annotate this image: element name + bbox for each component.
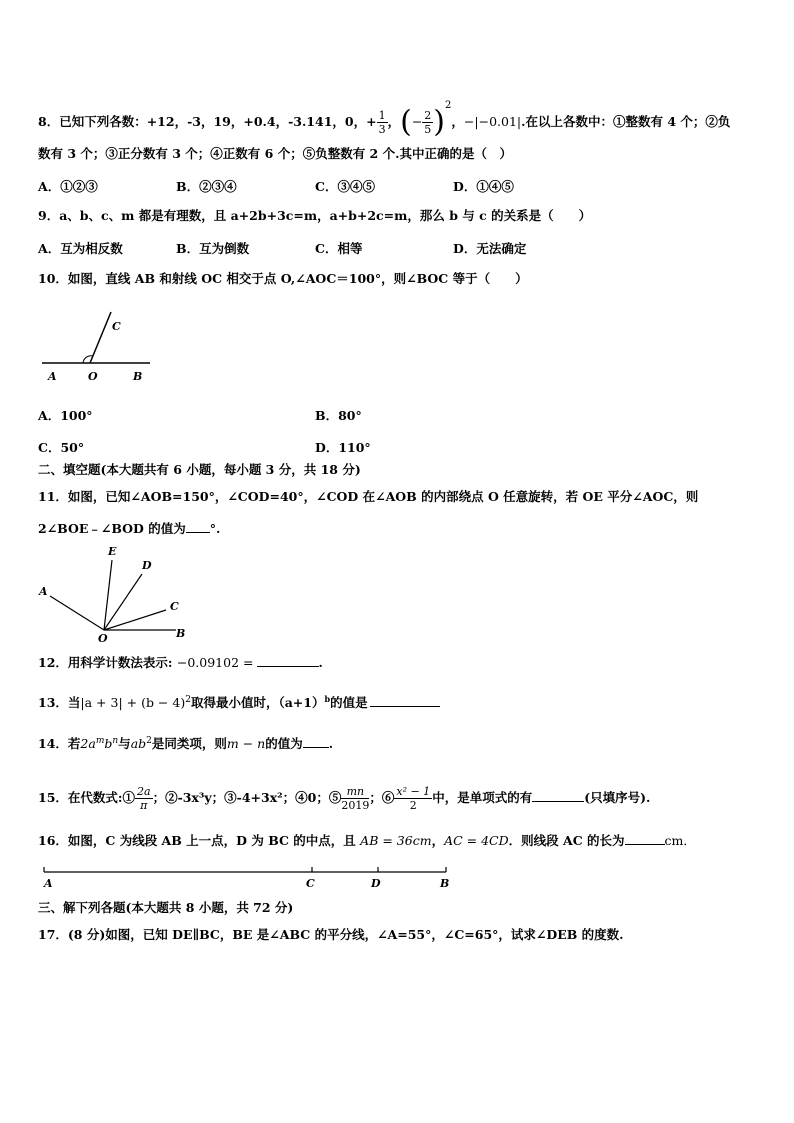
q10-option-c: C．50° (38, 440, 85, 455)
label-b: B (133, 370, 143, 383)
q8-abs-expression: −|−0.01| (463, 114, 522, 129)
q16-figure (40, 862, 460, 892)
q8-fraction-one-third: $\frac{1}{3}$ (378, 109, 386, 136)
q16-answer-blank (625, 844, 665, 845)
section3-heading: 三、解下列各题(本大题共 8 小题，共 72 分) (38, 900, 294, 915)
label-c: C (112, 320, 121, 333)
q10-option-d: D．110° (315, 440, 371, 455)
q8-line2: 数有 3 个；③正分数有 3 个；④正数有 6 个；⑤负整数有 2 个.其中正确的是（ ） (38, 146, 512, 161)
label-e: E (108, 545, 117, 558)
q8-line1: 8．已知下列各数：+12，-3，19，+0.4，-3.141，0，+ $\frac{1}{3}$ ，(− $\frac{2}{5}$ )$^2$，−|−0.01|.在以上各数中：①整数有 4 个；②负 (38, 100, 731, 140)
ray-oc (90, 312, 111, 363)
ray-oa (50, 596, 104, 630)
q9-option-d: D．无法确定 (453, 241, 527, 256)
label-d: D (142, 559, 152, 572)
q11-line2: 2∠BOE﹣∠BOD 的值为 °. (38, 521, 221, 536)
q8-option-d: D．①④⑤ (453, 179, 514, 194)
ray-oc (104, 610, 166, 630)
q8-option-b: B．②③④ (176, 179, 237, 194)
label-a: A (39, 585, 48, 598)
q16: 16．如图，C 为线段 AB 上一点，D 为 BC 的中点，且 AB = 36cm，AC = 4CD．则线段 AC 的长为 cm． (38, 833, 696, 848)
q14: 14．若$2a^mb^n$与$ab^2$是同类项，则m − n的值为 . (38, 736, 334, 752)
q12-answer-blank (257, 666, 319, 667)
label-o: O (88, 370, 98, 383)
q15-fraction-1: $\frac{2a}{\pi}$ (137, 785, 151, 812)
q10-figure (38, 300, 158, 390)
q11-line1: 11．如图，已知∠AOB=150°，∠COD=40°，∠COD 在∠AOB 的内部绕点 O 任意旋转，若 OE 平分∠AOC，则 (38, 489, 699, 504)
label-o: O (98, 632, 108, 645)
section2-heading: 二、填空题(本大题共有 6 小题，每小题 3 分，共 18 分) (38, 462, 361, 477)
label-c: C (170, 600, 179, 613)
label-b: B (440, 877, 450, 890)
q15-answer-blank (532, 801, 584, 802)
q8-option-c: C．③④⑤ (315, 179, 375, 194)
q11-figure (36, 540, 196, 645)
label-a: A (44, 877, 53, 890)
q14-answer-blank (303, 747, 329, 748)
label-a: A (48, 370, 57, 383)
q15: 15．在代数式:① $\frac{2a}{\pi}$ ；②-3x³y；③-4+3x²；④0；⑤ $\frac{mn}{2019}$ ；⑥ $\frac{\text{x² − 1}}{2}$ 中，是单项式的有 (只填序号). (38, 785, 651, 812)
q10-option-b: B．80° (315, 408, 362, 423)
q10-option-a: A．100° (38, 408, 93, 423)
q15-fraction-6: $\frac{\text{x² − 1}}{2}$ (396, 785, 431, 812)
q12: 12．用科学计数法表示: −0.09102 = . (38, 655, 323, 670)
q9-stem: 9．a、b、c、m 都是有理数，且 a+2b+3c=m，a+b+2c=m，那么 b 与 c 的关系是（ ） (38, 208, 592, 223)
label-d: D (371, 877, 381, 890)
q9-option-c: C．相等 (315, 241, 363, 256)
q8-fraction-two-fifths: $\frac{2}{5}$ (424, 109, 432, 136)
q8-option-a: A．①②③ (38, 179, 98, 194)
q13: 13．当$|a + 3| + (b - 4)^2$取得最小值时，$(a+1)^b$的值是 (38, 691, 440, 711)
q9-option-b: B．互为倒数 (176, 241, 250, 256)
label-b: B (176, 627, 186, 640)
q15-fraction-5: $\frac{mn}{2019}$ (341, 785, 370, 812)
q11-answer-blank (186, 532, 210, 533)
q17-stem: 17．(8 分)如图，已知 DE∥BC，BE 是∠ABC 的平分线，∠A=55°，∠C=65°，试求∠DEB 的度数. (38, 927, 624, 942)
q8-line1-pre: 8．已知下列各数：+12，-3，19，+0.4，-3.141，0，+ (38, 114, 377, 129)
label-c: C (306, 877, 315, 890)
q13-answer-blank (370, 706, 440, 707)
q9-option-a: A．互为相反数 (38, 241, 123, 256)
q10-stem: 10．如图，直线 AB 和射线 OC 相交于点 O,∠AOC＝100°，则∠BOC 等于（ ） (38, 271, 528, 286)
